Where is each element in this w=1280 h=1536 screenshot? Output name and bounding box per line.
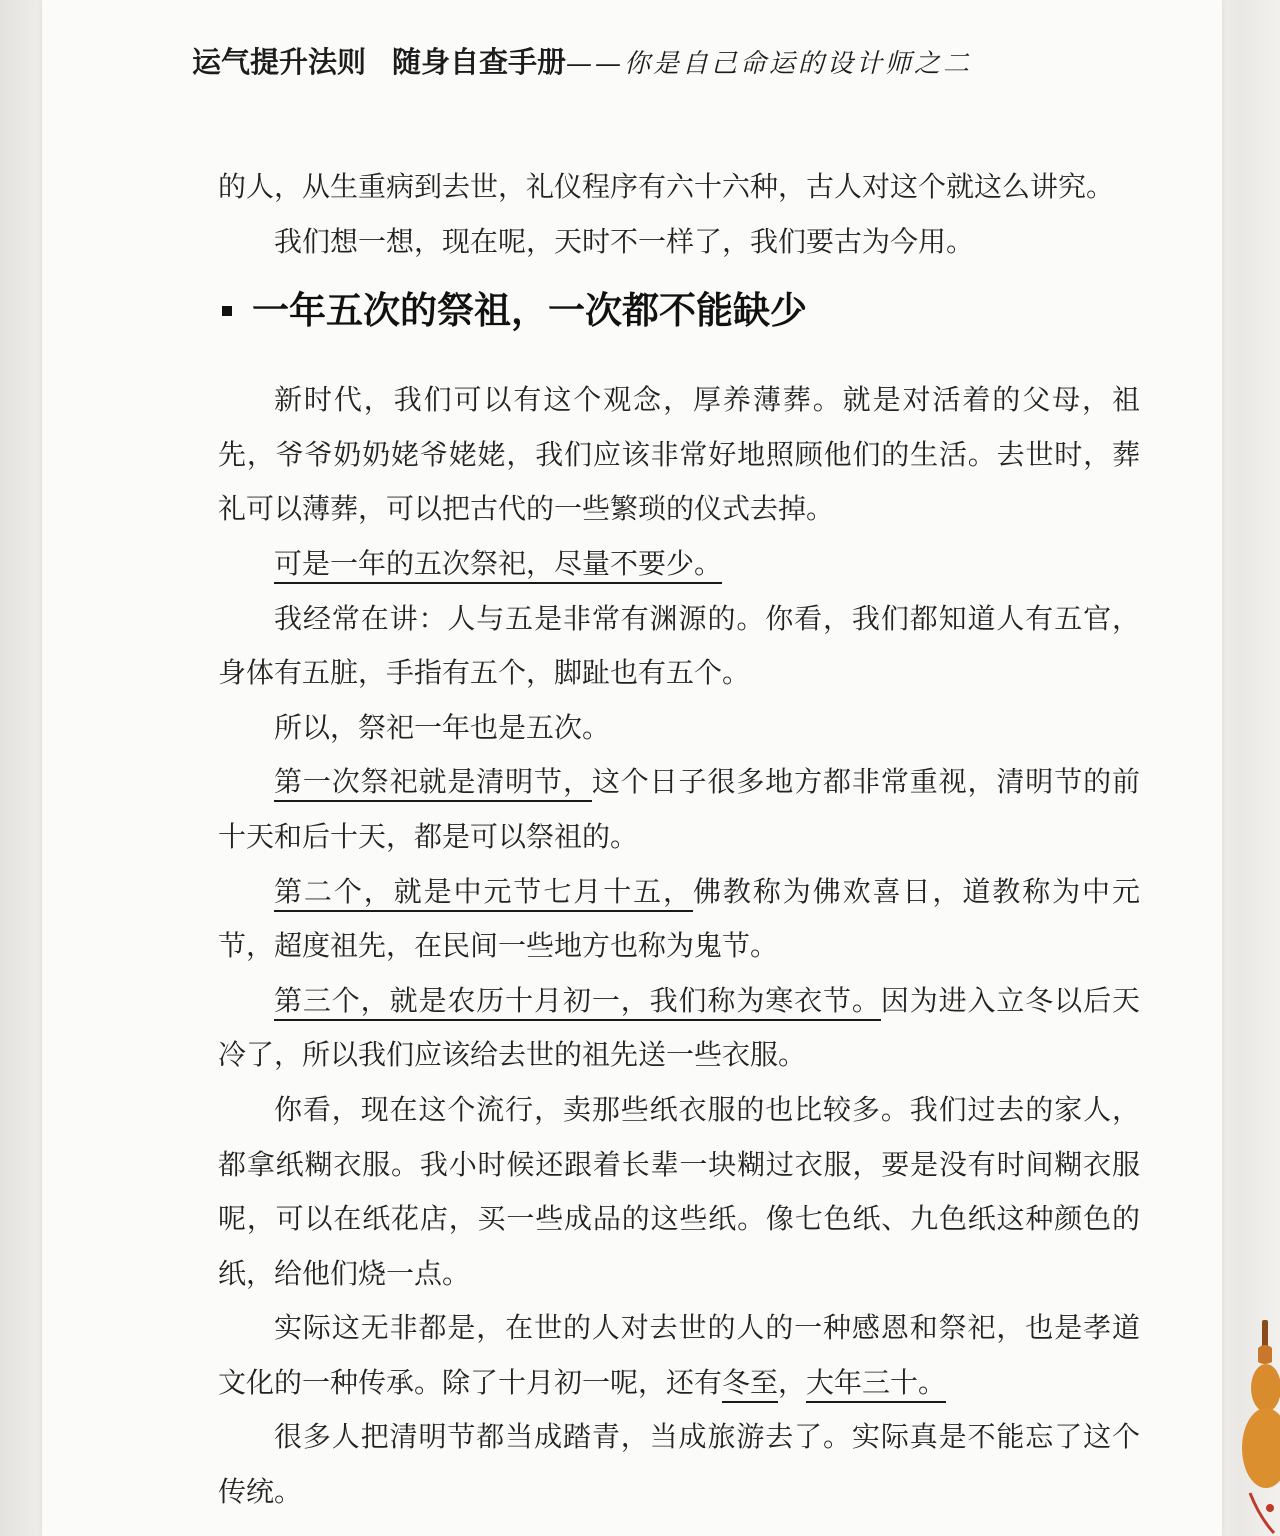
paragraph-text: 佛教称为佛欢喜日，道教称为中元节，超度祖先，在民间一些地方也称为鬼节。 — [218, 874, 1140, 963]
paragraph — [218, 537, 1140, 592]
paragraph: 的人，从生重病到去世，礼仪程序有六十六种，古人对这个就这么讲究。 — [218, 170, 1115, 203]
paragraph: 新时代，我们可以有这个观念，厚养薄葬。就是对活着的父母，祖先，爷爷奶奶姥爷姥姥，我们应该非常好地照顾他们的生活。去世时，葬礼可以薄葬，可以把古代的一些繁琐的仪式去掉。 — [218, 383, 1140, 526]
paragraph-text: ， — [778, 1365, 807, 1399]
underlined-text: 可是一年的五次祭祀，尽量不要少。 — [274, 547, 722, 584]
paragraph: 我经常在讲：人与五是非常有渊源的。你看，我们都知道人有五官，身体有五脏，手指有五个，脚趾也有五个。 — [218, 601, 1140, 690]
running-header — [192, 40, 972, 81]
paragraph: 很多人把清明节都当成踏青，当成旅游去了。实际真是不能忘了这个传统。 — [218, 1420, 1140, 1509]
header-title: 运气提升法则 — [192, 45, 367, 79]
section-heading — [220, 279, 1140, 343]
page-body — [218, 160, 1140, 1520]
paragraph: 我们想一想，现在呢，天时不一样了，我们要古为今用。 — [274, 224, 975, 258]
paragraph — [218, 1301, 1140, 1410]
gourd-ornament-icon — [1220, 1318, 1280, 1536]
paragraph — [218, 974, 1140, 1083]
underlined-text: 第一次祭祀就是清明节， — [274, 765, 592, 802]
paragraph-text: 因为进入立冬以后天冷了，所以我们应该给去世的祖先送一些衣服。 — [218, 983, 1140, 1072]
paragraph — [218, 865, 1140, 974]
paragraph: 所以，祭祀一年也是五次。 — [274, 710, 611, 744]
header-subtitle: 随身自查手册 — [392, 45, 567, 79]
bullet-square-icon — [222, 306, 232, 316]
section-heading-text: 一年五次的祭祖，一次都不能缺少 — [252, 289, 807, 333]
paragraph-text: 这个日子很多地方都非常重视，清明节的前十天和后十天，都是可以祭祖的。 — [218, 765, 1140, 853]
underlined-text: 第二个，就是中元节七月十五， — [274, 875, 693, 912]
paragraph-text: 实际这无非都是，在世的人对去世的人的一种感恩和祭祀，也是孝道文化的一种传承。除了十月初一呢，还有 — [218, 1311, 1140, 1399]
paragraph: 你看，现在这个流行，卖那些纸衣服的也比较多。我们过去的家人，都拿纸糊衣服。我小时候还跟着长辈一块糊过衣服，要是没有时间糊衣服呢，可以在纸花店，买一些成品的这些纸。像七色纸、九色纸这种颜色的纸，给他们烧一点。 — [218, 1092, 1140, 1290]
header-handwritten: ——你是自己命运的设计师之二 — [566, 49, 973, 79]
paragraph — [218, 755, 1140, 864]
book-page — [42, 0, 1222, 1536]
underlined-text: 大年三十。 — [806, 1366, 946, 1403]
underlined-text: 冬至 — [722, 1366, 778, 1403]
underlined-text: 第三个，就是农历十月初一，我们称为寒衣节。 — [274, 984, 881, 1021]
